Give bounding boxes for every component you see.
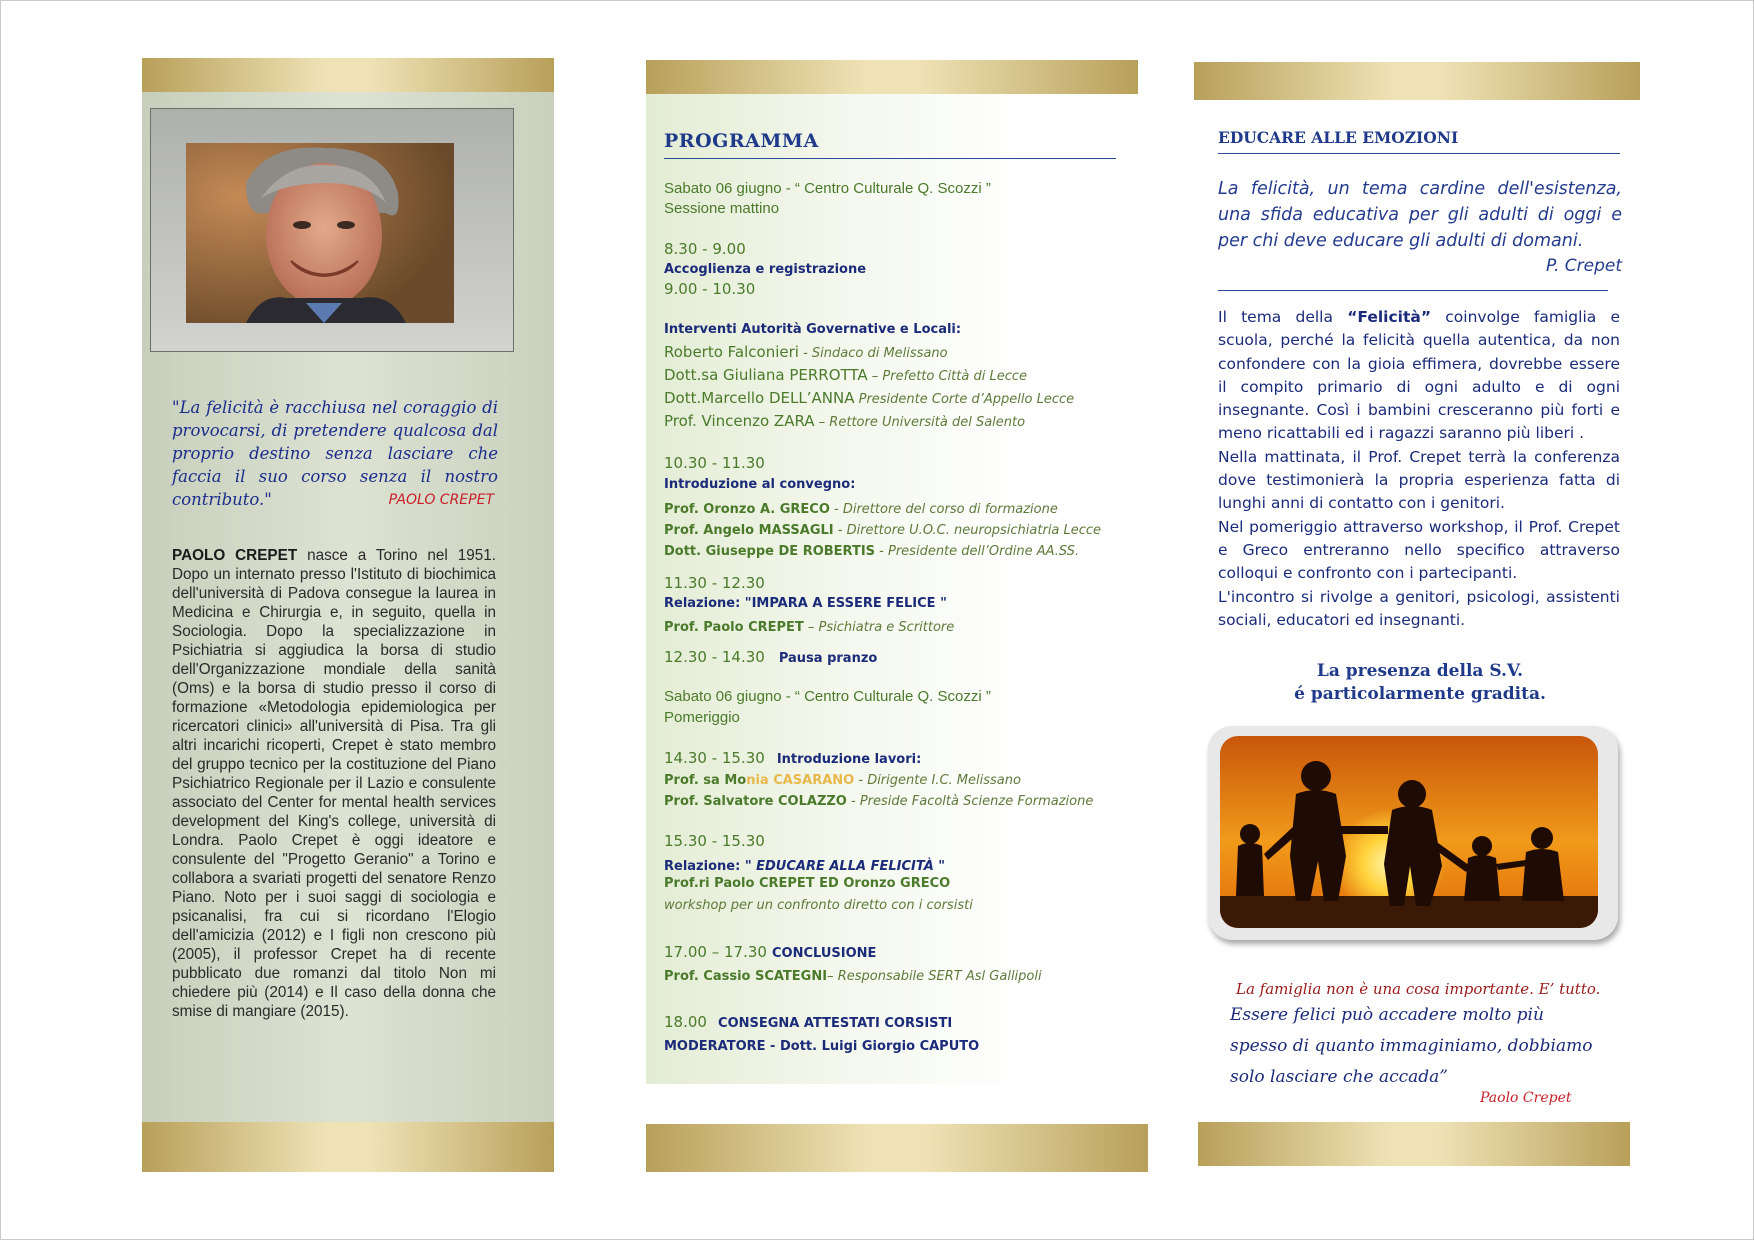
time-slot-4: 11.30 - 12.30	[664, 574, 765, 592]
authority-4	[664, 411, 1025, 430]
workshop-speaker-1	[664, 769, 1021, 788]
authority-4-name: Prof. Vincenzo ZARA	[664, 412, 815, 430]
emotions-paragraph-2: Nella mattinata, il Prof. Crepet terrà la conferenza dove testimonierà la propria esperienza fatta di lunghi anni di contatto con i genitori.	[1218, 447, 1620, 513]
gold-band-bottom-middle	[646, 1124, 1148, 1172]
workshop-intro	[664, 748, 921, 767]
talk-2-label: Relazione:	[664, 859, 745, 874]
authority-2-role: – Prefetto Città di Lecce	[867, 369, 1027, 384]
time-slot-1-desc: Accoglienza e registrazione	[664, 262, 867, 277]
intro-speaker-2	[664, 519, 1101, 538]
moderator	[664, 1035, 979, 1054]
conclusion-label: CONCLUSIONE	[772, 946, 877, 961]
time-slot-6: 14.30 - 15.30	[664, 749, 765, 767]
biography	[172, 546, 496, 1021]
intro-speaker-2-role: - Direttore U.O.C. neuropsichiatria Lecce	[833, 523, 1102, 538]
conclusion-speaker-name: Prof. Cassio SCATEGNI	[664, 969, 828, 984]
authority-3-name: Dott.Marcello DELL’ANNA	[664, 389, 855, 407]
biography-name: PAOLO CREPET	[172, 547, 298, 564]
afternoon-session: Pomeriggio	[664, 709, 740, 726]
intro-speaker-1	[664, 498, 1058, 517]
gold-band-bottom-right	[1198, 1122, 1630, 1166]
time-slot-3: 10.30 - 11.30	[664, 454, 765, 472]
happiness-quote-signature: Paolo Crepet	[1480, 1090, 1572, 1106]
gold-band-bottom-left	[142, 1122, 554, 1172]
intro-speaker-2-name: Prof. Angelo MASSAGLI	[664, 523, 834, 538]
emotions-paragraph-4: L'incontro si rivolge a genitori, psicologi, assistenti sociali, educatori ed insegnanti.	[1218, 587, 1620, 629]
interventi-heading: Interventi Autorità Governative e Locali:	[664, 322, 962, 337]
happiness-quote: Essere felici può accadere molto più spesso di quanto immaginiamo, dobbiamo solo lasciare che accada”	[1230, 1005, 1593, 1087]
time-slot-2: 9.00 - 10.30	[664, 280, 756, 298]
talk-1-speaker-role: – Psichiatra e Scrittore	[803, 620, 955, 635]
biography-text: nasce a Torino nel 1951. Dopo un internato presso l'Istituto di biochimica dell'università di Padova consegue la laurea in Medicina e Chirurgia e, in seguito, quella in Sociologia. Dopo la specializzazione in Psichiatria si aggiudica la borsa di studio dell'Organizzazione mondiale della sanità (Oms) e la borsa di studio presso il corso di formazione «Metodologia epidemiologica per ricercatori clinici» all'università di Pisa. Tra gli altri incarichi ricoperti, Crepet è stato membro del gruppo tecnico per la costituzione del Piano Psichiatrico Regionale per il Lazio e consulente associato del Center for mental health services development del King's college, università di Londra. Paolo Crepet è oggi ideatore e consulente del "Progetto Geranio" a Torino e collabora a svariati progetti del senatore Renzo Piano. Noto per i suoi saggi di sociologia e psicanalisi, fra cui si ricordano l'Elogio dell'amicizia (2012) e I figli non crescono più (2005), il professor Crepet ha di recente pubblicato due romanzi dal titolo Non mi chiedere più (2014) e Il caso della donna che smise di mangiare (2015).	[172, 547, 496, 1020]
talk-1-speaker-name: Prof. Paolo CREPET	[664, 620, 804, 635]
workshop-speaker-2-name: Prof. Salvatore COLAZZO	[664, 794, 847, 809]
afternoon-header: Sabato 06 giugno - “ Centro Culturale Q. Scozzi ”	[664, 688, 991, 705]
emotions-paragraph-1	[1218, 306, 1620, 446]
intro-speaker-1-role: - Direttore del corso di formazione	[829, 502, 1058, 517]
intro-speaker-3	[664, 540, 1079, 559]
left-quote-author: PAOLO CREPET	[388, 492, 494, 508]
emotions-quote-rule	[1218, 290, 1608, 291]
intro-speaker-1-name: Prof. Oronzo A. GRECO	[664, 502, 830, 517]
family-quote-line: La famiglia non è una cosa importante. E’ tutto.	[1236, 980, 1601, 998]
emotions-paragraph-3: Nel pomeriggio attraverso workshop, il Prof. Crepet e Greco entreranno nello specifico attraverso colloqui e confronto con i partecipanti.	[1218, 517, 1620, 583]
gold-band-top-middle	[646, 60, 1138, 94]
workshop-speaker-1-role: - Dirigente I.C. Melissano	[854, 773, 1021, 788]
certificates-slot	[664, 1012, 952, 1031]
morning-session: Sessione mattino	[664, 200, 780, 217]
authority-1-role: - Sindaco di Melissano	[798, 346, 948, 361]
emotions-paragraph-1-bold: “Felicità”	[1347, 308, 1432, 326]
talk-1-speaker	[664, 616, 954, 635]
workshop-speaker-1-name-a: Prof. sa Mo	[664, 773, 747, 788]
gold-band-top-left	[142, 58, 554, 92]
intro-speaker-3-name: Dott. Giuseppe DE ROBERTIS	[664, 544, 876, 559]
moderator-name: Dott. Luigi Giorgio CAPUTO	[779, 1039, 980, 1054]
conclusion-speaker	[664, 965, 1042, 984]
gold-band-top-right	[1194, 62, 1640, 100]
authority-2-name: Dott.sa Giuliana PERROTTA	[664, 366, 868, 384]
workshop-speaker-1-name-b: nia CASARANO	[746, 773, 855, 788]
authority-4-role: – Rettore Università del Salento	[814, 415, 1026, 430]
authority-1	[664, 342, 948, 361]
intro-heading: Introduzione al convegno:	[664, 477, 856, 492]
presence-line-2: é particolarmente gradita.	[1294, 684, 1546, 704]
emotions-body	[1218, 306, 1620, 632]
presence-note	[1218, 660, 1622, 706]
lunch-slot	[664, 647, 877, 666]
emotions-title-rule	[1218, 153, 1620, 154]
emotions-quote: La felicità, un tema cardine dell'esistenza, una sfida educativa per gli adulti di oggi e per chi deve educare gli adulti di domani.	[1218, 179, 1622, 251]
talk-2-speakers: Prof.ri Paolo CREPET ED Oronzo GRECO	[664, 876, 951, 891]
portrait-photo	[186, 143, 454, 323]
time-slot-1: 8.30 - 9.00	[664, 240, 746, 258]
authority-3	[664, 388, 1074, 407]
authority-3-role: Presidente Corte d’Appello Lecce	[854, 392, 1075, 407]
conclusion-slot	[664, 942, 876, 961]
authority-2	[664, 365, 1027, 384]
presence-line-1: La presenza della S.V.	[1316, 661, 1524, 681]
talk-2-title	[664, 855, 945, 874]
authority-1-name: Roberto Falconieri	[664, 343, 799, 361]
program-title-rule	[664, 158, 1116, 159]
time-slot-8: 17.00 – 17.30	[664, 943, 767, 961]
talk-2-note: workshop per un confronto diretto con i corsisti	[664, 898, 973, 913]
moderator-label: MODERATORE -	[664, 1039, 780, 1054]
time-slot-6-desc: Introduzione lavori:	[776, 752, 922, 767]
workshop-speaker-2-role: - Preside Facoltà Scienze Formazione	[846, 794, 1094, 809]
emotions-quote-author: P. Crepet	[1546, 256, 1622, 276]
emotions-paragraph-1-post: coinvolge famiglia e scuola, perché la felicità quella autentica, da non confondere con la gioia effimera, dovrebbe essere il compito primario di ogni adulto e di ogni insegnante. Così i bambini cresceranno più forti e meno ricattabili ed i ragazzi saranno più liberi .	[1218, 308, 1620, 443]
time-slot-5: 12.30 - 14.30	[664, 648, 765, 666]
talk-2-title-text: " EDUCARE ALLA FELICITÀ "	[744, 859, 946, 874]
time-slot-9: 18.00	[664, 1013, 707, 1031]
workshop-speaker-2	[664, 790, 1093, 809]
emotions-title: EDUCARE ALLE EMOZIONI	[1218, 128, 1459, 147]
family-sunset-image	[1220, 736, 1598, 928]
emotions-paragraph-1-pre: Il tema della	[1218, 308, 1348, 326]
time-slot-7: 15.30 - 15.30	[664, 832, 765, 850]
certificates-label: CONSEGNA ATTESTATI CORSISTI	[718, 1016, 953, 1031]
intro-speaker-3-role: - Presidente dell’Ordine AA.SS.	[875, 544, 1080, 559]
left-quote: "La felicità è racchiusa nel coraggio di provocarsi, di pretendere qualcosa dal proprio destino senza lasciare che faccia il suo corso senza il nostro contributo."	[172, 398, 498, 509]
conclusion-speaker-role: – Responsabile SERT Asl Gallipoli	[827, 969, 1042, 984]
program-title: PROGRAMMA	[664, 130, 819, 152]
morning-header: Sabato 06 giugno - “ Centro Culturale Q. Scozzi ”	[664, 180, 991, 197]
lunch-label: Pausa pranzo	[778, 651, 878, 666]
talk-1-title: Relazione: "IMPARA A ESSERE FELICE "	[664, 596, 947, 611]
